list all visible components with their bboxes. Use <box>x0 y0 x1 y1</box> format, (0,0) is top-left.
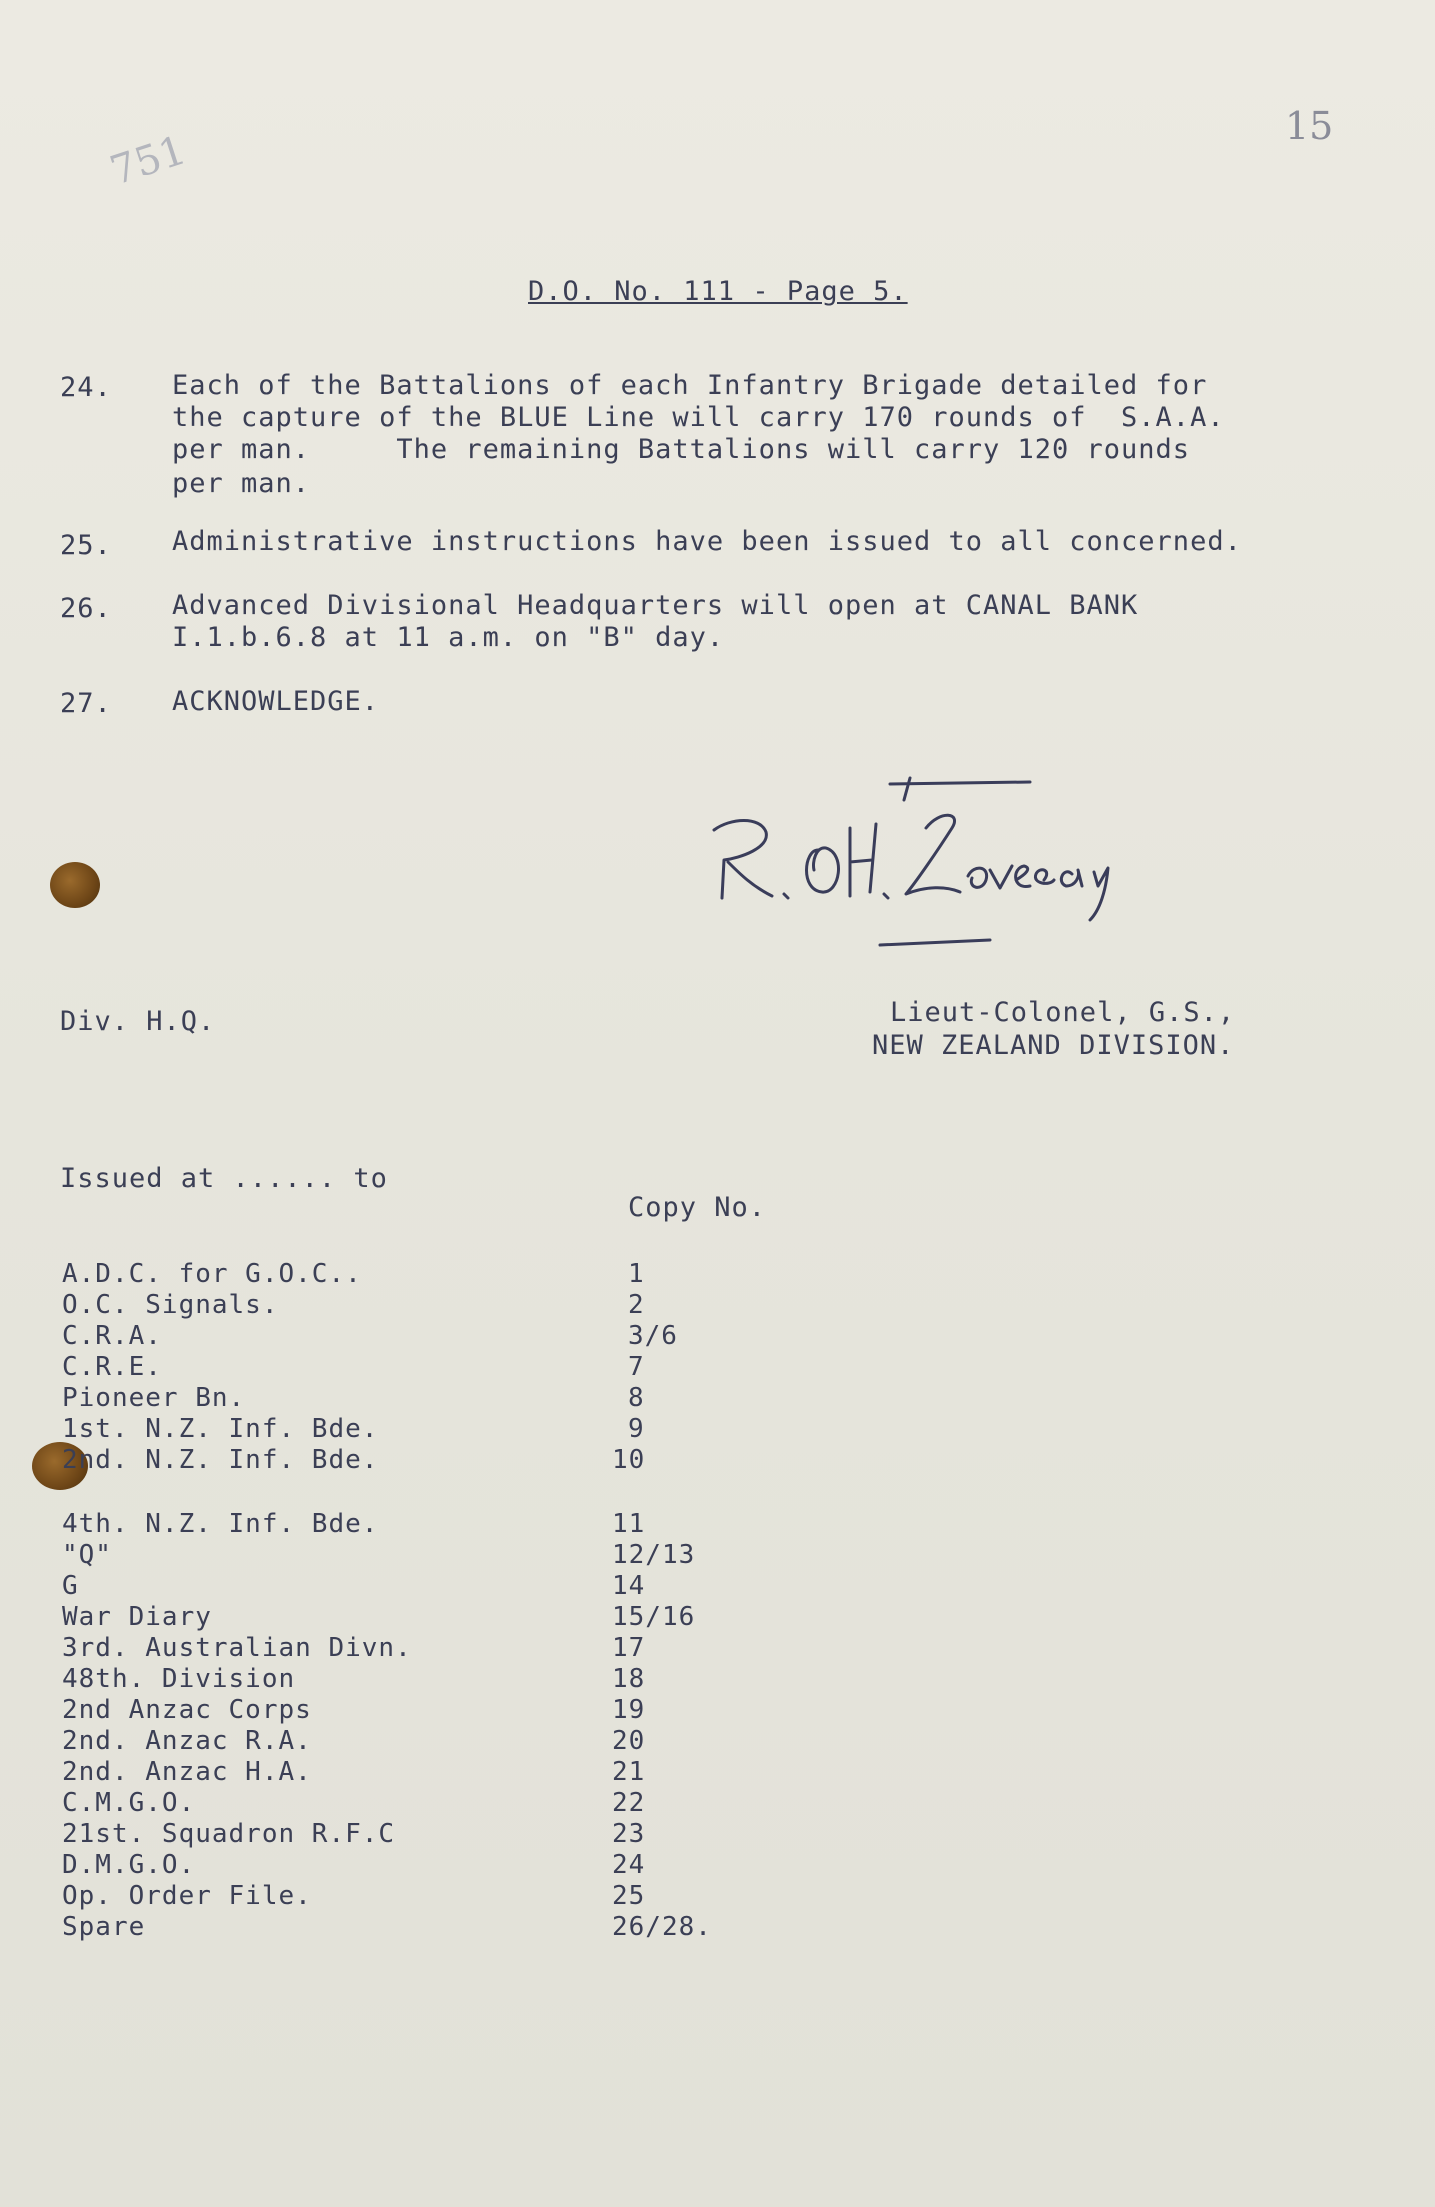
distribution-copy: 7 <box>628 1352 645 1382</box>
distribution-name: 1st. N.Z. Inf. Bde. <box>62 1414 379 1444</box>
distribution-name: 21st. Squadron R.F.C <box>62 1819 396 1849</box>
distribution-name: D.M.G.O. <box>62 1850 196 1880</box>
distribution-copy: 9 <box>628 1414 645 1444</box>
paragraph-25-line-1: Administrative instructions have been issued to all concerned. <box>172 526 1242 557</box>
signoff-rank: Lieut-Colonel, G.S., <box>890 997 1236 1028</box>
paragraph-24-line-1: Each of the Battalions of each Infantry Brigade detailed for <box>172 370 1208 401</box>
copy-number-header: Copy No. <box>628 1192 767 1223</box>
distribution-copy: 11 <box>612 1509 646 1539</box>
distribution-copy: 19 <box>612 1695 646 1725</box>
distribution-name: 2nd. N.Z. Inf. Bde. <box>62 1445 379 1475</box>
distribution-name: C.R.A. <box>62 1321 162 1351</box>
signature-image <box>700 770 1180 960</box>
punch-hole-top <box>50 862 100 908</box>
distribution-name: Pioneer Bn. <box>62 1383 246 1413</box>
distribution-copy: 14 <box>612 1571 646 1601</box>
distribution-name: 2nd. Anzac R.A. <box>62 1726 312 1756</box>
division-hq-label: Div. H.Q. <box>60 1006 216 1037</box>
document-header: D.O. No. 111 - Page 5. <box>528 276 908 307</box>
distribution-copy: 23 <box>612 1819 646 1849</box>
distribution-copy: 24 <box>612 1850 646 1880</box>
paragraph-26-number: 26. <box>60 593 112 624</box>
distribution-name: 2nd Anzac Corps <box>62 1695 312 1725</box>
issued-line: Issued at ...... to <box>60 1163 388 1194</box>
distribution-name: War Diary <box>62 1602 212 1632</box>
distribution-name: Op. Order File. <box>62 1881 312 1911</box>
distribution-copy: 20 <box>612 1726 646 1756</box>
paragraph-26-line-1: Advanced Divisional Headquarters will open at CANAL BANK <box>172 590 1139 621</box>
paragraph-24-line-3: per man. The remaining Battalions will carry 120 rounds <box>172 434 1191 465</box>
paragraph-27-line-1: ACKNOWLEDGE. <box>172 686 380 717</box>
paragraph-24-line-4: per man. <box>172 468 311 499</box>
distribution-copy: 18 <box>612 1664 646 1694</box>
distribution-copy: 3/6 <box>628 1321 678 1351</box>
distribution-name: C.R.E. <box>62 1352 162 1382</box>
signoff-unit: NEW ZEALAND DIVISION. <box>872 1030 1235 1061</box>
page-number: 15 <box>1285 104 1334 148</box>
distribution-copy: 17 <box>612 1633 646 1663</box>
stamp-number: 751 <box>104 127 192 195</box>
distribution-copy: 25 <box>612 1881 646 1911</box>
distribution-copy: 10 <box>612 1445 646 1475</box>
distribution-copy: 15/16 <box>612 1602 696 1632</box>
distribution-copy: 1 <box>628 1259 645 1289</box>
distribution-name: 3rd. Australian Divn. <box>62 1633 412 1663</box>
distribution-copy: 12/13 <box>612 1540 696 1570</box>
distribution-copy: 26/28. <box>612 1912 712 1942</box>
distribution-name: "Q" <box>62 1540 112 1570</box>
distribution-name: 48th. Division <box>62 1664 296 1694</box>
distribution-copy: 22 <box>612 1788 646 1818</box>
paragraph-24-line-2: the capture of the BLUE Line will carry 170 rounds of S.A.A. <box>172 402 1225 433</box>
paragraph-26-line-2: I.1.b.6.8 at 11 a.m. on "B" day. <box>172 622 725 653</box>
paragraph-27-number: 27. <box>60 688 112 719</box>
distribution-name: C.M.G.O. <box>62 1788 196 1818</box>
paragraph-25-number: 25. <box>60 530 112 561</box>
distribution-name: 4th. N.Z. Inf. Bde. <box>62 1509 379 1539</box>
distribution-name: Spare <box>62 1912 146 1942</box>
distribution-name: 2nd. Anzac H.A. <box>62 1757 312 1787</box>
distribution-copy: 21 <box>612 1757 646 1787</box>
distribution-name: G <box>62 1571 79 1601</box>
distribution-copy: 8 <box>628 1383 645 1413</box>
distribution-name: A.D.C. for G.O.C.. <box>62 1259 362 1289</box>
distribution-name: O.C. Signals. <box>62 1290 279 1320</box>
distribution-copy: 2 <box>628 1290 645 1320</box>
paragraph-24-number: 24. <box>60 372 112 403</box>
